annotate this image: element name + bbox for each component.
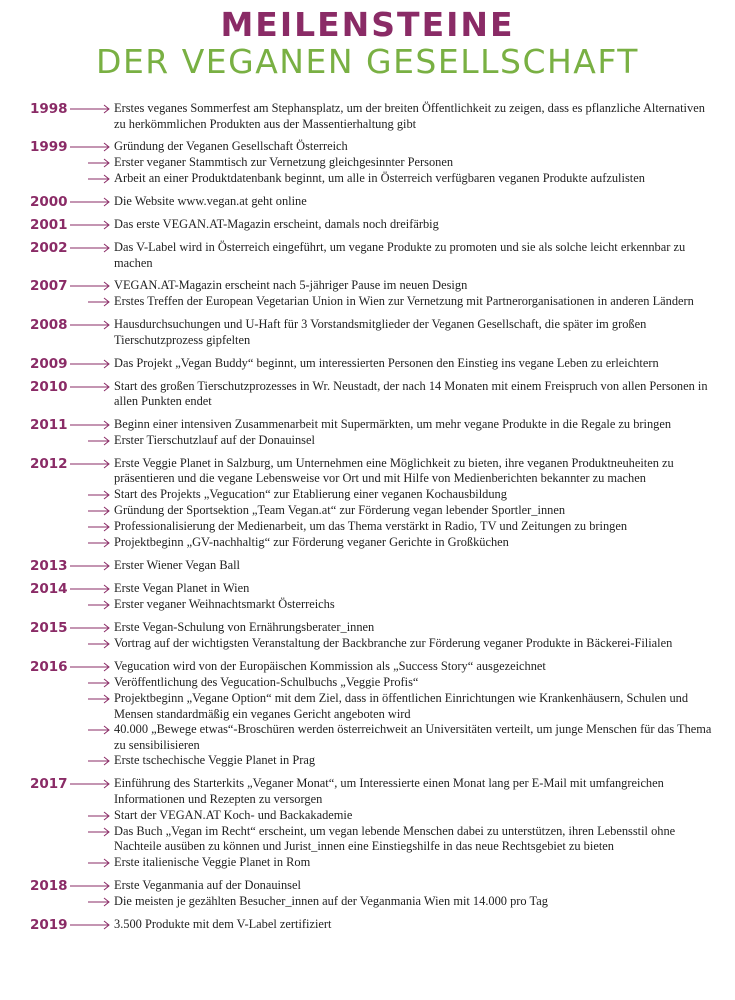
milestone-text: Veröffentlichung des Vegucation-Schulbuchs „Veggie Profis“ xyxy=(114,674,419,689)
milestone-text: Erste tschechische Veggie Planet in Prag xyxy=(114,753,316,768)
year-label: 2014 xyxy=(30,580,68,597)
milestone-item xyxy=(0,294,735,310)
milestone-item xyxy=(0,317,735,348)
year-block xyxy=(0,101,735,132)
year-block xyxy=(0,620,735,652)
arrow-right-icon xyxy=(70,419,110,431)
milestone-item xyxy=(0,808,735,824)
milestone-text: Hausdurchsuchungen und U-Haft für 3 Vorstandsmitglieder der Veganen Gesellschaft, die später im großen Tierschutzprozess gipfelten xyxy=(114,317,647,347)
arrow-right-icon xyxy=(70,358,110,370)
arrow-right-icon xyxy=(70,919,110,931)
milestone-item xyxy=(0,675,735,691)
milestone-text: Vegucation wird von der Europäischen Kommission als „Success Story“ ausgezeichnet xyxy=(114,658,546,673)
milestone-text: Gründung der Sportsektion „Team Vegan.at“ zur Förderung vegan lebender Sportler_innen xyxy=(114,502,566,517)
year-label: 1998 xyxy=(30,101,68,117)
milestone-item xyxy=(0,155,735,171)
year-block xyxy=(0,379,735,410)
milestone-item xyxy=(0,776,735,807)
milestone-text: Das Buch „Vegan im Recht“ erscheint, um vegan lebende Menschen dabei zu unterstützen, ihren Lebensstil ohne Nachteile ausüben zu können und Jurist_innen eine Einstiegshilfe in das neue Rechtsgebiet zu bieten xyxy=(114,823,676,854)
year-block xyxy=(0,558,735,574)
arrow-right-icon xyxy=(88,693,110,705)
milestone-item xyxy=(0,855,735,871)
arrow-right-icon xyxy=(88,677,110,689)
milestone-item xyxy=(0,894,735,910)
year-label: 2010 xyxy=(30,378,68,395)
year-label: 2019 xyxy=(30,916,68,933)
arrow-right-icon xyxy=(88,296,110,308)
year-block xyxy=(0,456,735,551)
milestone-text: Start des großen Tierschutzprozesses in Wr. Neustadt, der nach 14 Monaten mit einem Freispruch von allen Personen in allen Punkten endet xyxy=(114,378,708,409)
arrow-right-icon xyxy=(70,196,110,208)
milestone-text: Erste Veganmania auf der Donauinsel xyxy=(114,877,301,892)
milestone-text: Erste Vegan-Schulung von Ernährungsberater_innen xyxy=(114,619,375,634)
milestone-item xyxy=(0,753,735,769)
milestone-item xyxy=(0,456,735,487)
milestone-item xyxy=(0,620,735,636)
year-label: 2000 xyxy=(30,194,68,211)
milestone-item xyxy=(0,659,735,675)
milestone-item xyxy=(0,519,735,535)
year-label: 2008 xyxy=(30,317,68,334)
milestone-item xyxy=(0,240,735,271)
arrow-right-icon xyxy=(88,521,110,533)
milestone-text: Start der VEGAN.AT Koch- und Backakademie xyxy=(114,807,353,822)
milestone-item xyxy=(0,171,735,187)
milestone-text: Die Website www.vegan.at geht online xyxy=(114,194,307,209)
milestone-item xyxy=(0,194,735,210)
page-title: MEILENSTEINE xyxy=(220,5,515,44)
arrow-right-icon xyxy=(70,141,110,153)
arrow-right-icon xyxy=(70,319,110,331)
year-block xyxy=(0,581,735,613)
milestone-text: Einführung des Starterkits „Veganer Monat“, um Interessierte einen Monat lang per E-Mail mit umfangreichen Informationen und Rezepten zu versorgen xyxy=(114,776,664,806)
milestone-text: Das V-Label wird in Österreich eingeführt, um vegane Produkte zu promoten und sie als solche leicht erkennbar zu machen xyxy=(114,240,686,270)
milestone-item xyxy=(0,917,735,933)
year-block xyxy=(0,240,735,271)
arrow-right-icon xyxy=(70,458,110,470)
milestone-item xyxy=(0,558,735,574)
milestone-text: Erste Veggie Planet in Salzburg, um Unternehmen eine Möglichkeit zu bieten, ihre veganen Produktneuheiten zu präsentieren und die vegane Lebensweise vor Ort und mit Hilfe von Medienberichten bekannter zu machen xyxy=(114,455,674,486)
year-label: 2009 xyxy=(30,355,68,372)
arrow-right-icon xyxy=(88,435,110,447)
milestone-text: 40.000 „Bewege etwas“-Broschüren werden österreichweit an Universitäten verteilt, um junge Menschen für das Thema zu sensibilisieren xyxy=(114,722,712,752)
year-block xyxy=(0,217,735,233)
milestone-text: Professionalisierung der Medienarbeit, um das Thema verstärkt in Radio, TV und Zeitungen zu bringen xyxy=(114,518,628,533)
year-block xyxy=(0,659,735,769)
arrow-right-icon xyxy=(70,661,110,673)
milestone-text: Arbeit an einer Produktdatenbank beginnt, um alle in Österreich verfügbaren veganen Produkte aufzulisten xyxy=(114,171,645,186)
arrow-right-icon xyxy=(88,173,110,185)
arrow-right-icon xyxy=(88,157,110,169)
year-block xyxy=(0,776,735,870)
arrow-right-icon xyxy=(70,583,110,595)
milestone-item xyxy=(0,101,735,132)
milestone-item xyxy=(0,379,735,410)
arrow-right-icon xyxy=(88,755,110,767)
year-label: 2013 xyxy=(30,557,68,574)
milestone-text: Erster veganer Weihnachtsmarkt Österreichs xyxy=(114,596,335,611)
year-label: 2018 xyxy=(30,877,68,894)
arrow-right-icon xyxy=(88,826,110,838)
year-block xyxy=(0,194,735,210)
page-header xyxy=(0,6,735,80)
milestone-item xyxy=(0,535,735,551)
milestone-item xyxy=(0,636,735,652)
milestone-item xyxy=(0,356,735,372)
year-label: 2012 xyxy=(30,455,68,472)
milestone-item xyxy=(0,487,735,503)
arrow-right-icon xyxy=(70,778,110,790)
arrow-right-icon xyxy=(88,638,110,650)
arrow-right-icon xyxy=(70,880,110,892)
arrow-right-icon xyxy=(88,489,110,501)
year-block xyxy=(0,917,735,933)
milestone-text: Projektbeginn „Vegane Option“ mit dem Ziel, dass in öffentlichen Einrichtungen wie Krankenhäusern, Schulen und Mensen standardmäßig ein veganes Gericht angeboten wird xyxy=(114,690,689,721)
milestone-item xyxy=(0,581,735,597)
milestone-item xyxy=(0,417,735,433)
milestone-text: Das Projekt „Vegan Buddy“ beginnt, um interessierten Personen den Einstieg ins vegane Leben zu erleichtern xyxy=(114,355,659,370)
arrow-right-icon xyxy=(70,381,110,393)
year-label: 2015 xyxy=(30,619,68,636)
milestone-text: 3.500 Produkte mit dem V-Label zertifiziert xyxy=(114,916,332,931)
milestone-text: Vortrag auf der wichtigsten Veranstaltung der Backbranche zur Förderung veganer Produkte in Bäckerei-Filialen xyxy=(114,635,673,650)
arrow-right-icon xyxy=(70,103,110,115)
arrow-right-icon xyxy=(70,242,110,254)
milestone-text: Das erste VEGAN.AT-Magazin erscheint, damals noch dreifärbig xyxy=(114,217,439,232)
milestone-text: Erstes veganes Sommerfest am Stephansplatz, um der breiten Öffentlichkeit zu zeigen, dass es pflanzliche Alternativen zu herkömmlichen Produkten aus der Massentierhaltung gibt xyxy=(114,101,705,131)
arrow-right-icon xyxy=(70,560,110,572)
milestone-text: Gründung der Veganen Gesellschaft Österreich xyxy=(114,139,348,154)
milestone-text: Start des Projekts „Vegucation“ zur Etablierung einer veganen Kochausbildung xyxy=(114,486,507,501)
arrow-right-icon xyxy=(88,599,110,611)
arrow-right-icon xyxy=(70,219,110,231)
arrow-right-icon xyxy=(88,505,110,517)
page-subtitle: DER VEGANEN GESELLSCHAFT xyxy=(96,42,639,81)
milestone-item xyxy=(0,503,735,519)
milestone-text: Projektbeginn „GV-nachhaltig“ zur Förderung veganer Gerichte in Großküchen xyxy=(114,534,509,549)
year-label: 2011 xyxy=(30,416,68,433)
milestone-item xyxy=(0,278,735,294)
arrow-right-icon xyxy=(88,810,110,822)
arrow-right-icon xyxy=(88,896,110,908)
milestone-text: Erstes Treffen der European Vegetarian Union in Wien zur Vernetzung mit Partnerorganisationen in anderen Ländern xyxy=(114,294,694,309)
year-block xyxy=(0,356,735,372)
year-label: 1999 xyxy=(30,139,68,156)
arrow-right-icon xyxy=(88,857,110,869)
arrow-right-icon xyxy=(70,280,110,292)
milestone-item xyxy=(0,597,735,613)
year-label: 2007 xyxy=(30,278,68,295)
arrow-right-icon xyxy=(88,724,110,736)
year-block xyxy=(0,878,735,910)
milestone-text: Erster Wiener Vegan Ball xyxy=(114,557,241,572)
milestone-text: Erster Tierschutzlauf auf der Donauinsel xyxy=(114,432,315,447)
milestone-text: Erster veganer Stammtisch zur Vernetzung gleichgesinnter Personen xyxy=(114,155,454,170)
year-block xyxy=(0,278,735,310)
year-block xyxy=(0,417,735,449)
milestone-item xyxy=(0,139,735,155)
arrow-right-icon xyxy=(70,622,110,634)
milestone-item xyxy=(0,217,735,233)
milestone-text: Beginn einer intensiven Zusammenarbeit mit Supermärkten, um mehr vegane Produkte in die Regale zu bringen xyxy=(114,416,672,431)
milestone-item xyxy=(0,433,735,449)
year-label: 2002 xyxy=(30,240,68,257)
year-block xyxy=(0,317,735,348)
milestone-item xyxy=(0,691,735,722)
milestone-timeline xyxy=(0,101,735,940)
year-label: 2016 xyxy=(30,658,68,675)
milestone-text: Die meisten je gezählten Besucher_innen auf der Veganmania Wien mit 14.000 pro Tag xyxy=(114,893,548,908)
milestone-text: Erste Vegan Planet in Wien xyxy=(114,580,250,595)
milestone-text: VEGAN.AT-Magazin erscheint nach 5-jähriger Pause im neuen Design xyxy=(114,278,468,293)
milestone-item xyxy=(0,878,735,894)
year-label: 2017 xyxy=(30,776,68,793)
milestone-item xyxy=(0,824,735,855)
year-block xyxy=(0,139,735,187)
milestone-text: Erste italienische Veggie Planet in Rom xyxy=(114,854,311,869)
year-label: 2001 xyxy=(30,217,68,234)
arrow-right-icon xyxy=(88,537,110,549)
milestone-item xyxy=(0,722,735,753)
